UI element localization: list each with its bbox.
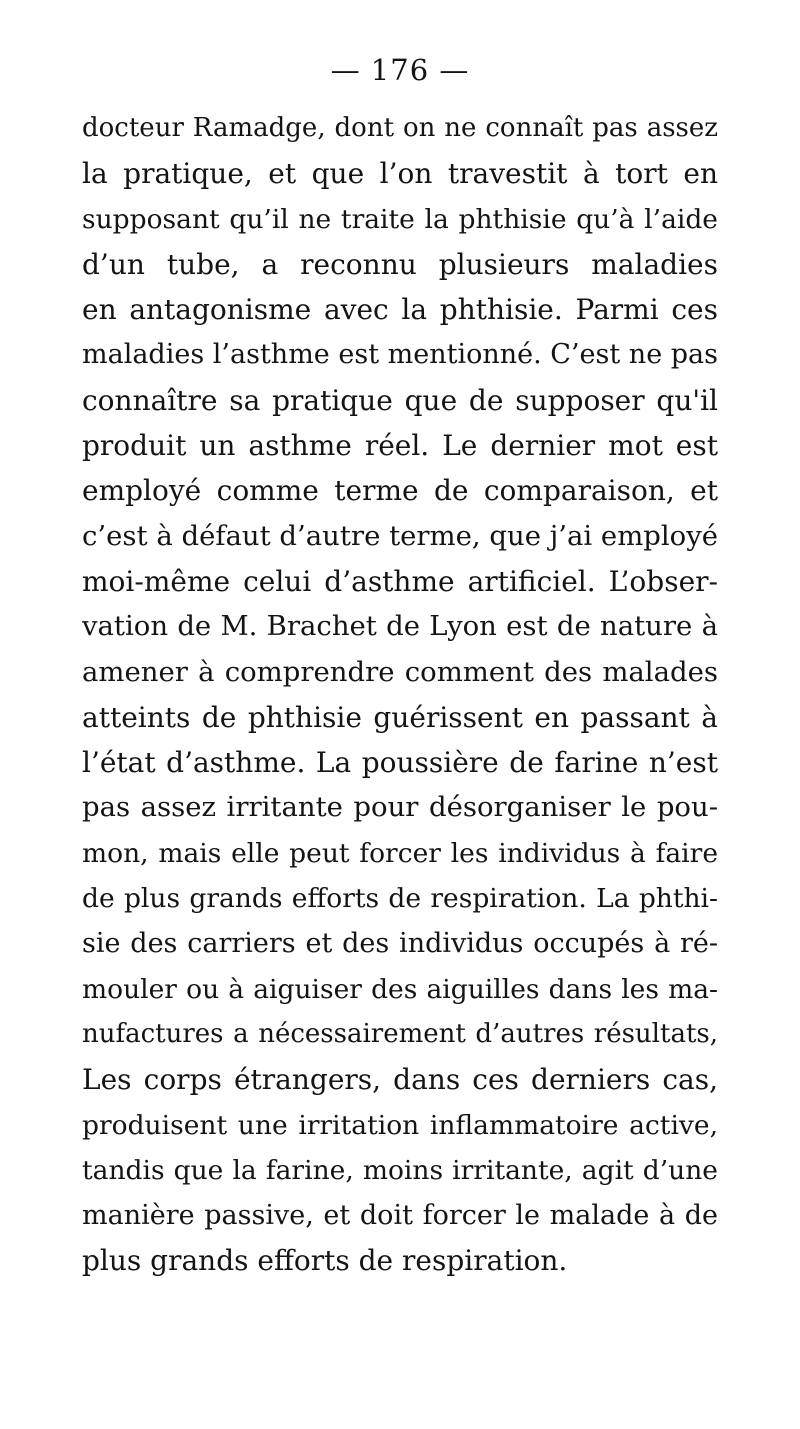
text-line: de plus grands efforts de respiration. La phthi- bbox=[82, 883, 718, 915]
text-line: plus grands efforts de respiration. bbox=[82, 1244, 568, 1278]
text-line: en antagonisme avec la phthisie. Parmi ces bbox=[82, 293, 718, 327]
text-line: d’un tube, a reconnu plusieurs maladies bbox=[82, 247, 718, 281]
text-line: employé comme terme de comparaison, et bbox=[82, 474, 718, 508]
text-line: maladies l’asthme est mentionné. C’est ne pas bbox=[82, 339, 718, 371]
text-line: la pratique, et que l’on travestit à tort en bbox=[82, 157, 718, 191]
body-paragraph bbox=[82, 106, 718, 1284]
text-line: amener à comprendre comment des malades bbox=[82, 655, 718, 688]
text-line: moi-même celui d’asthme artificiel. L’obser- bbox=[82, 564, 718, 598]
text-line: l’état d’asthme. La poussière de farine n’est bbox=[82, 746, 718, 780]
text-line: manière passive, et doit forcer le malade à de bbox=[82, 1200, 718, 1232]
page-number: — 176 — bbox=[330, 53, 470, 87]
text-line: connaître sa pratique que de supposer qu'il bbox=[82, 383, 718, 417]
text-line: docteur Ramadge, dont on ne connaît pas assez bbox=[82, 113, 718, 143]
text-line: mouler ou à aiguiser des aiguilles dans les ma- bbox=[82, 973, 718, 1005]
text-line: pas assez irritante pour désorganiser le pou- bbox=[82, 791, 718, 824]
text-line: produisent une irritation inflammatoire active, bbox=[82, 1109, 718, 1141]
text-line: c’est à défaut d’autre terme, que j’ai employé bbox=[82, 519, 718, 552]
text-line: vation de M. Brachet de Lyon est de nature à bbox=[82, 610, 718, 643]
text-line: tandis que la farine, moins irritante, agit d’une bbox=[82, 1154, 718, 1186]
text-line: supposant qu’il ne traite la phthisie qu’à l’aide bbox=[82, 203, 718, 235]
text-line: Les corps étrangers, dans ces derniers cas, bbox=[82, 1063, 718, 1097]
text-line: atteints de phthisie guérissent en passant à bbox=[82, 700, 718, 734]
text-line: mon, mais elle peut forcer les individus à faire bbox=[82, 837, 718, 869]
text-line: sie des carriers et des individus occupés à ré- bbox=[82, 928, 718, 960]
text-line: produit un asthme réel. Le dernier mot est bbox=[82, 429, 718, 463]
text-line: nufactures a nécessairement d’autres résultats, bbox=[82, 1018, 718, 1049]
